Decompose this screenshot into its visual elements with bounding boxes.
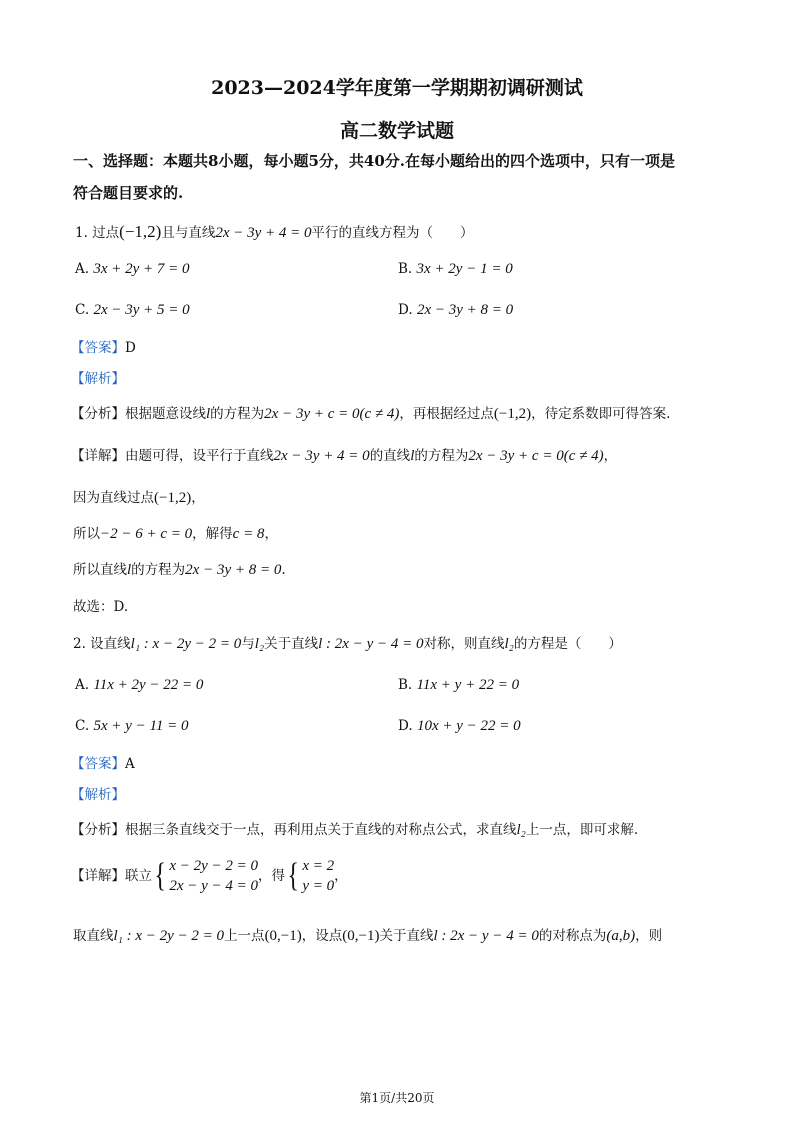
step-text: 的对称点为 bbox=[538, 928, 607, 944]
section-heading-line1: 一、选择题：本题共8小题，每小题5分，共40分.在每小题给出的四个选项中，只有一项是 bbox=[73, 152, 675, 170]
q2-l2: l₂ bbox=[504, 636, 514, 652]
answer-tag: 【答案】 bbox=[71, 756, 125, 772]
step-point: (−1,2) bbox=[154, 490, 192, 506]
q1-option-a[interactable] bbox=[75, 259, 190, 279]
xj-text: 的方程为 bbox=[414, 448, 469, 464]
option-equation: 2x − 3y + 8 = 0 bbox=[416, 302, 514, 318]
xj-text: ，得 bbox=[258, 868, 286, 884]
option-label: C. bbox=[75, 718, 90, 734]
q1-mid: 且与直线 bbox=[161, 225, 216, 241]
exam-subtitle: 高二数学试题 bbox=[339, 120, 454, 142]
option-equation: 3x + 2y − 1 = 0 bbox=[416, 261, 513, 277]
fenxi-l2: l₂ bbox=[516, 822, 526, 838]
step-text: 的方程为 bbox=[131, 562, 186, 578]
q1-step-3 bbox=[73, 560, 286, 580]
fenxi-point: (−1,2) bbox=[493, 406, 532, 422]
step-eq: −2 − 6 + c = 0 bbox=[100, 526, 193, 542]
fenxi-l: l bbox=[206, 406, 211, 422]
q2-fenxi bbox=[71, 820, 638, 840]
system-row: 2x − y − 4 = 0 bbox=[169, 878, 259, 894]
analysis-tag: 【解析】 bbox=[71, 371, 125, 387]
q2-l1-eq: l₁ : x − 2y − 2 = 0 bbox=[130, 636, 242, 652]
step-text: 因为直线过点 bbox=[73, 490, 154, 506]
step-eq: c = 8 bbox=[232, 526, 265, 542]
fenxi-eq: 2x − 3y + c = 0(c ≠ 4) bbox=[264, 406, 400, 422]
xj-text: ， bbox=[603, 448, 618, 464]
section-heading-line2: 符合题目要求的. bbox=[73, 184, 184, 202]
answer-value: D bbox=[125, 340, 136, 356]
fenxi-text: ，待定系数即可得答案. bbox=[531, 406, 671, 422]
step-eq: 2x − 3y + 8 = 0 bbox=[185, 562, 282, 578]
option-label: B. bbox=[398, 677, 413, 693]
question-2-stem bbox=[73, 634, 622, 654]
option-label: B. bbox=[398, 261, 413, 277]
option-label: A. bbox=[75, 677, 90, 693]
q1-option-d[interactable] bbox=[398, 300, 513, 320]
xj-text: 联立 bbox=[125, 868, 152, 884]
question-1-stem bbox=[75, 222, 474, 243]
q2-analysis-heading bbox=[71, 785, 125, 805]
xj-text: ， bbox=[334, 868, 348, 884]
answer-value: A bbox=[125, 756, 135, 772]
option-equation: 5x + y − 11 = 0 bbox=[93, 718, 189, 734]
step-l: l bbox=[127, 562, 132, 578]
step-point: (0,−1) bbox=[342, 928, 380, 944]
q2-text: 关于直线 bbox=[264, 636, 319, 652]
analysis-tag: 【解析】 bbox=[71, 787, 125, 803]
fenxi-text: 上一点，即可求解. bbox=[525, 822, 639, 838]
q2-xiangjie bbox=[71, 856, 348, 896]
fenxi-text: 根据三条直线交于一点，再利用点关于直线的对称点公式，求直线 bbox=[125, 822, 517, 838]
q1-step-1 bbox=[73, 488, 205, 508]
q2-prefix: 2. 设直线 bbox=[73, 636, 131, 652]
q1-fenxi bbox=[71, 404, 670, 424]
xiangjie-tag: 【详解】 bbox=[71, 868, 125, 884]
fenxi-text: 的方程为 bbox=[210, 406, 265, 422]
option-equation: 2x − 3y + 5 = 0 bbox=[93, 302, 190, 318]
option-label: A. bbox=[75, 261, 90, 277]
q2-l-eq: l : 2x − y − 4 = 0 bbox=[318, 636, 424, 652]
answer-tag: 【答案】 bbox=[71, 340, 125, 356]
q1-answer bbox=[71, 338, 136, 358]
q2-suffix: 的方程是（ ） bbox=[513, 636, 622, 652]
xj-text: 由题可得，设平行于直线 bbox=[125, 448, 274, 464]
q2-option-b[interactable] bbox=[398, 675, 519, 695]
step-text: 关于直线 bbox=[379, 928, 434, 944]
step-text: ，则 bbox=[635, 928, 663, 944]
option-equation: 11x + y + 22 = 0 bbox=[416, 677, 520, 693]
q2-answer bbox=[71, 754, 135, 774]
fenxi-tag: 【分析】 bbox=[71, 822, 125, 838]
q2-text: 对称，则直线 bbox=[423, 636, 505, 652]
step-eq: l₁ : x − 2y − 2 = 0 bbox=[113, 928, 225, 944]
xiangjie-tag: 【详解】 bbox=[71, 448, 125, 464]
q2-l2: l₂ bbox=[254, 636, 265, 652]
q2-option-c[interactable] bbox=[75, 716, 189, 736]
option-label: D. bbox=[398, 718, 413, 734]
option-label: D. bbox=[398, 302, 413, 318]
q1-xiangjie bbox=[71, 446, 617, 466]
fenxi-tag: 【分析】 bbox=[71, 406, 125, 422]
q1-prefix: 1. 过点 bbox=[75, 225, 120, 241]
page-number: 第1页/共20页 bbox=[359, 1091, 435, 1105]
q1-step-2 bbox=[73, 524, 278, 544]
exam-title: 2023—2024学年度第一学期期初调研测试 bbox=[211, 77, 583, 99]
q2-option-d[interactable] bbox=[398, 716, 521, 736]
system-row: x − 2y − 2 = 0 bbox=[169, 858, 259, 874]
q1-analysis-heading bbox=[71, 369, 125, 389]
fenxi-text: 根据题意设线 bbox=[125, 406, 206, 422]
option-equation: 11x + 2y − 22 = 0 bbox=[93, 677, 204, 693]
step-text: 所以直线 bbox=[73, 562, 127, 578]
q1-line-eq: 2x − 3y + 4 = 0 bbox=[215, 225, 312, 241]
fenxi-text: ，再根据经过点 bbox=[399, 406, 494, 422]
step-text: ， bbox=[264, 526, 278, 542]
step-text: ， bbox=[191, 490, 205, 506]
xj-eq: 2x − 3y + 4 = 0 bbox=[273, 448, 370, 464]
q1-option-b[interactable] bbox=[398, 259, 513, 279]
system-row: x = 2 bbox=[302, 858, 335, 874]
xj-eq: 2x − 3y + c = 0(c ≠ 4) bbox=[468, 448, 604, 464]
step-text: 取直线 bbox=[73, 928, 114, 944]
q1-option-c[interactable] bbox=[75, 300, 190, 320]
step-point: (0,−1) bbox=[264, 928, 302, 944]
left-brace-icon: { bbox=[287, 857, 299, 894]
option-label: C. bbox=[75, 302, 90, 318]
step-text: 所以 bbox=[73, 526, 100, 542]
step-text: . bbox=[281, 562, 286, 578]
q2-text: 与 bbox=[241, 636, 255, 652]
step-text: ，解得 bbox=[192, 526, 233, 542]
q1-suffix: 平行的直线方程为（ ） bbox=[311, 225, 474, 241]
step-text: 上一点 bbox=[224, 928, 265, 944]
xj-l: l bbox=[410, 448, 415, 464]
q1-point: (−1,2) bbox=[119, 222, 162, 241]
system-row: y = 0 bbox=[302, 878, 335, 894]
step-eq: l : 2x − y − 4 = 0 bbox=[433, 928, 539, 944]
equation-system-2 bbox=[302, 856, 334, 896]
step-point: (a,b) bbox=[606, 928, 636, 944]
option-equation: 10x + y − 22 = 0 bbox=[416, 718, 521, 734]
left-brace-icon: { bbox=[154, 857, 166, 894]
q2-step-1 bbox=[73, 926, 662, 946]
option-equation: 3x + 2y + 7 = 0 bbox=[93, 261, 190, 277]
step-text: ，设点 bbox=[301, 928, 343, 944]
q1-choose: 故选：D. bbox=[73, 599, 129, 615]
xj-text: 的直线 bbox=[369, 448, 411, 464]
q2-option-a[interactable] bbox=[75, 675, 203, 695]
equation-system-1 bbox=[169, 856, 258, 896]
